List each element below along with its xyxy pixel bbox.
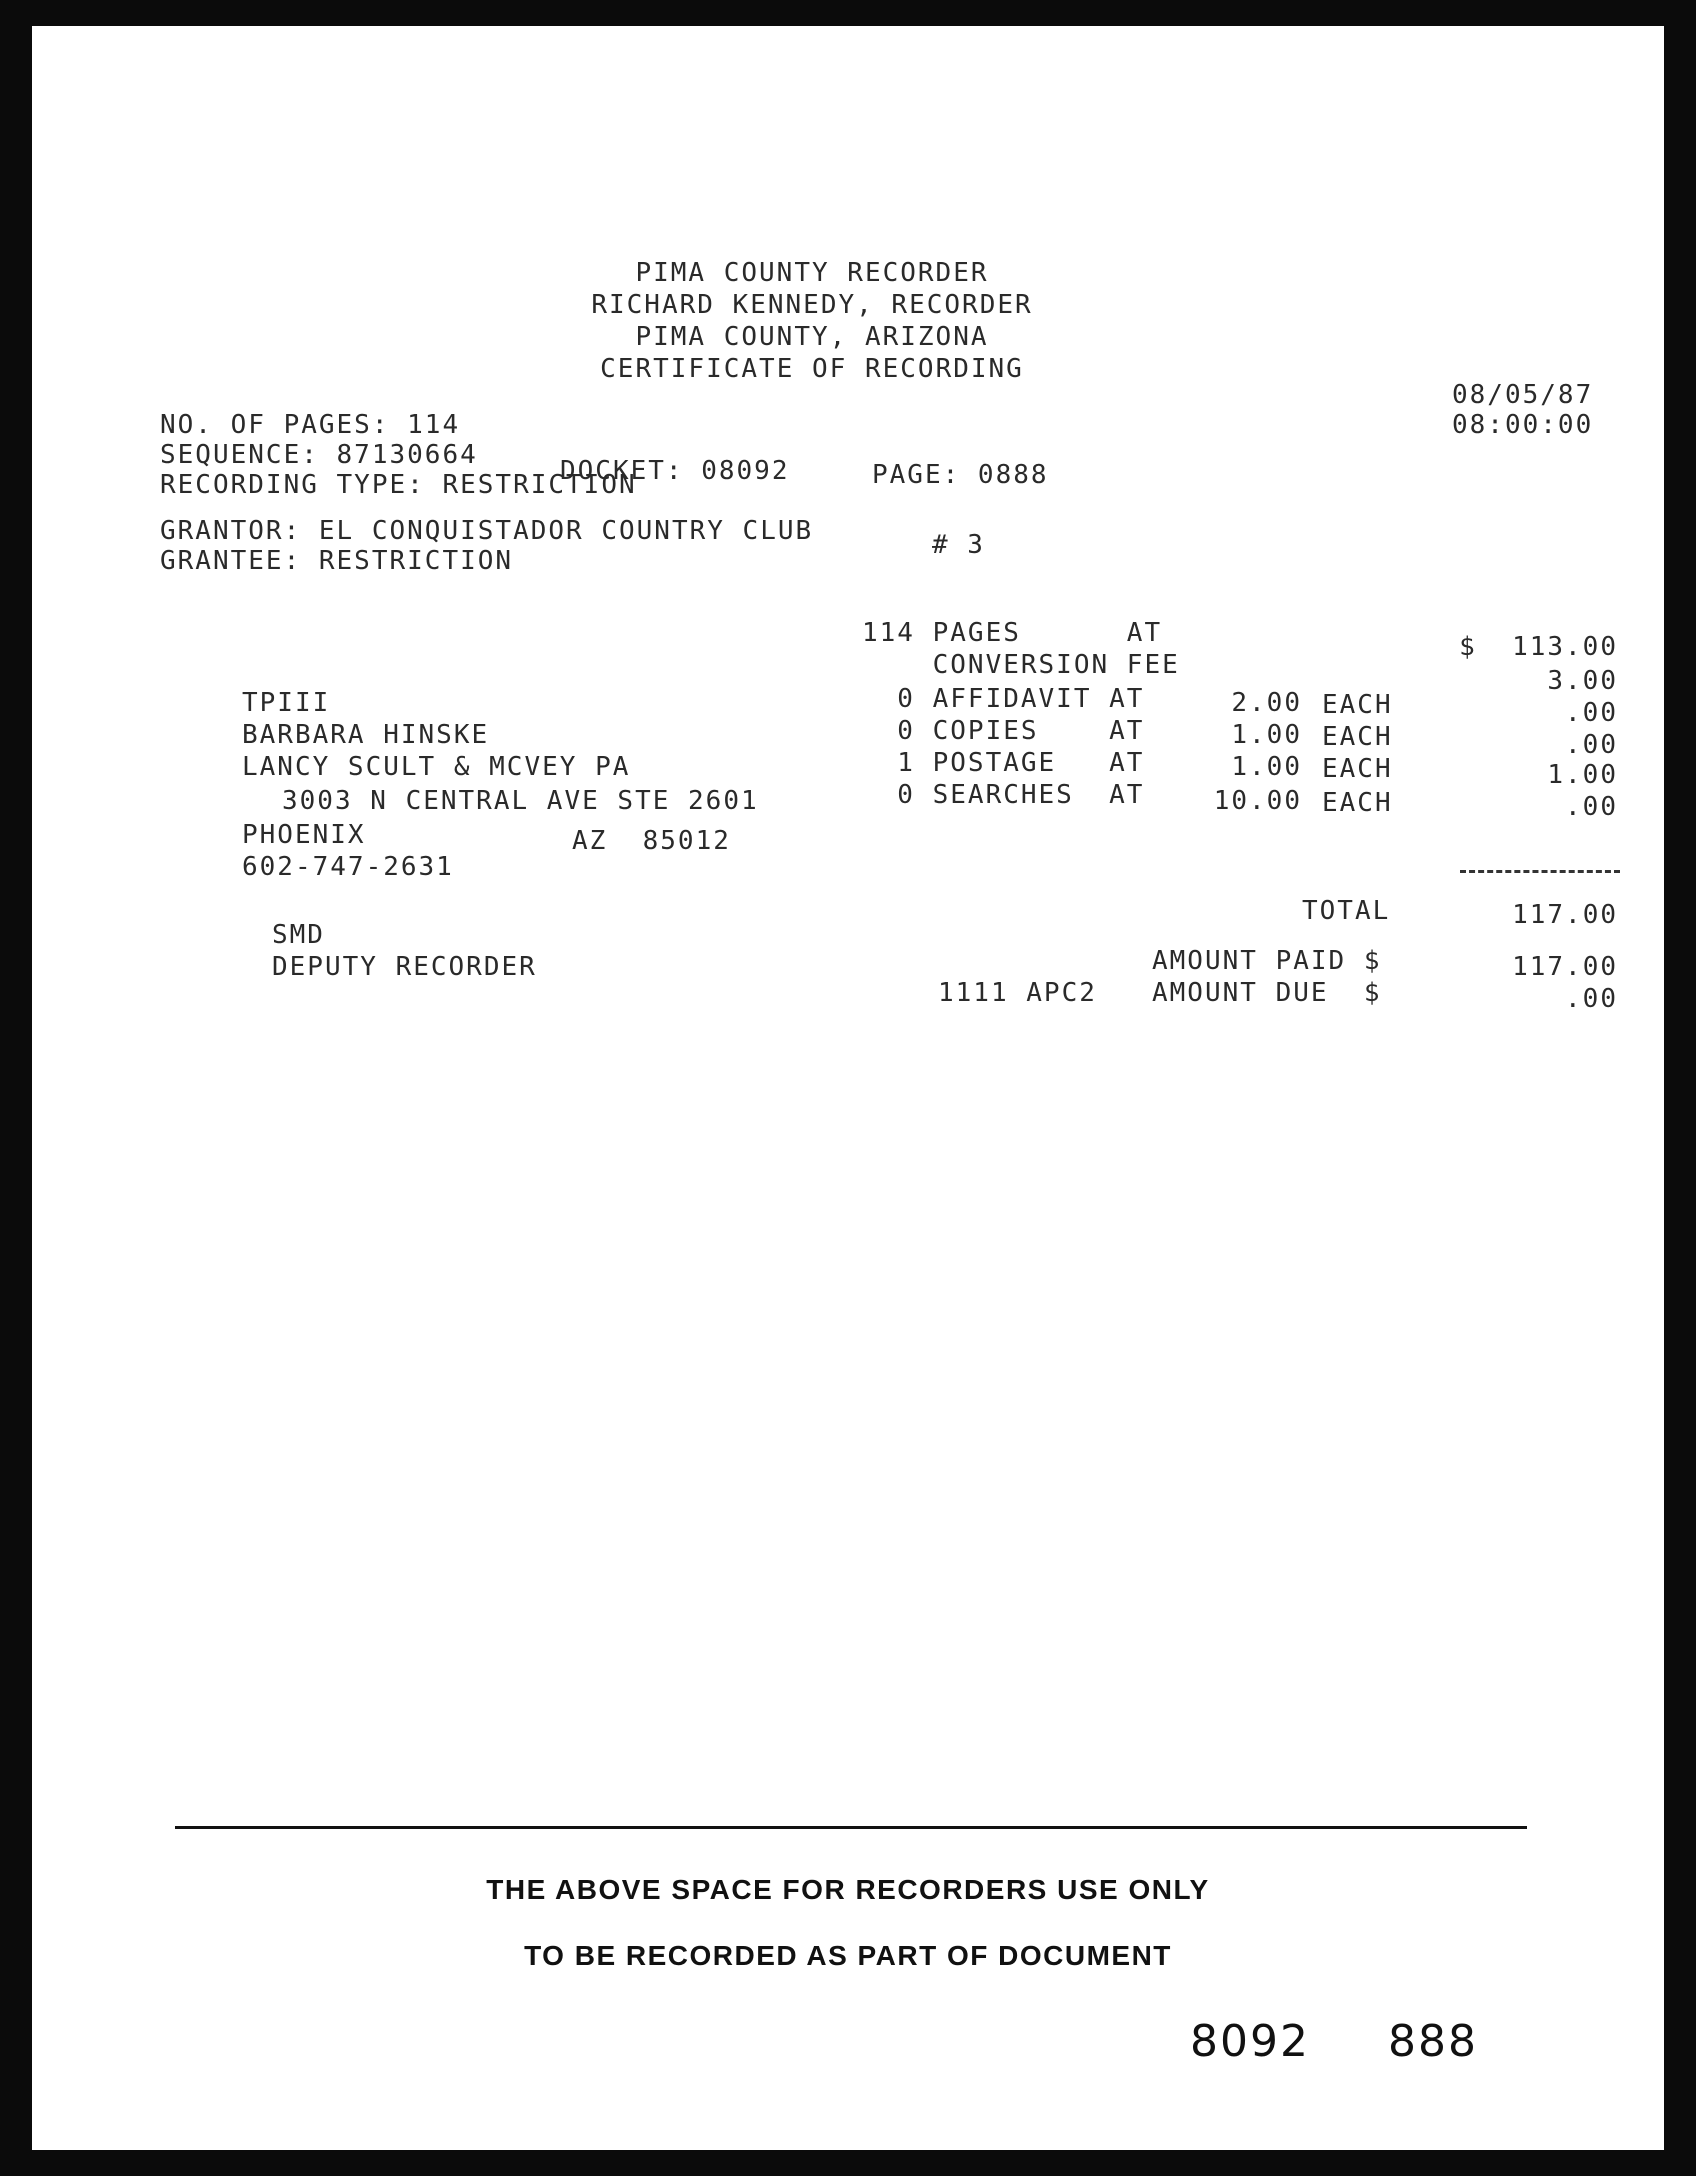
fee-each: EACH xyxy=(1322,690,1393,720)
fee-amount: .00 xyxy=(1565,730,1618,760)
footer-page-number: 888 xyxy=(1388,2016,1478,2067)
address-line-1: TPIII xyxy=(242,688,331,718)
number-of-pages: NO. OF PAGES: 114 xyxy=(160,410,461,440)
fee-label: 114 PAGES AT xyxy=(862,618,1163,648)
fee-rate: 2.00 xyxy=(1231,688,1302,718)
fee-label: 0 SEARCHES AT xyxy=(862,780,1145,810)
header-line-2: RICHARD KENNEDY, RECORDER xyxy=(591,290,1033,320)
recording-type: RECORDING TYPE: RESTRICTION xyxy=(160,470,637,500)
fee-rate: 1.00 xyxy=(1231,752,1302,782)
header-line-1: PIMA COUNTY RECORDER xyxy=(635,258,989,288)
grantee: GRANTEE: RESTRICTION xyxy=(160,546,514,576)
amount-paid: 117.00 xyxy=(1512,952,1618,982)
amount-due-label: AMOUNT DUE $ xyxy=(1152,978,1382,1008)
deputy-title: DEPUTY RECORDER xyxy=(272,952,537,982)
grantor-suffix: # 3 xyxy=(932,530,985,560)
fee-label: CONVERSION FEE xyxy=(862,650,1180,680)
page-ref: PAGE: 0888 xyxy=(872,460,1049,490)
address-state-zip: AZ 85012 xyxy=(572,826,731,856)
fee-rate: 10.00 xyxy=(1213,786,1302,816)
deputy-initials: SMD xyxy=(272,920,325,950)
recorder-space-rule xyxy=(175,1826,1527,1829)
fee-each: EACH xyxy=(1322,722,1393,752)
fee-label: 0 AFFIDAVIT AT xyxy=(862,684,1145,714)
fee-amount: 1.00 xyxy=(1547,760,1618,790)
address-line-2: BARBARA HINSKE xyxy=(242,720,490,750)
recorder-use-notice: THE ABOVE SPACE FOR RECORDERS USE ONLY xyxy=(486,1874,1210,1905)
docket: DOCKET: 08092 xyxy=(560,456,790,486)
fee-label: 1 POSTAGE AT xyxy=(862,748,1145,778)
total-label: TOTAL xyxy=(1302,896,1391,926)
fee-amount: .00 xyxy=(1565,792,1618,822)
amount-due: .00 xyxy=(1565,984,1618,1014)
fee-amount: 3.00 xyxy=(1547,666,1618,696)
address-line-3: LANCY SCULT & MCVEY PA xyxy=(242,752,631,782)
address-city: PHOENIX xyxy=(242,820,366,850)
document-page xyxy=(32,26,1664,2150)
footer-docket-number: 8092 xyxy=(1190,2016,1310,2067)
total-amount: 117.00 xyxy=(1512,900,1618,930)
header-line-4: CERTIFICATE OF RECORDING xyxy=(600,354,1024,384)
recording-notice: TO BE RECORDED AS PART OF DOCUMENT xyxy=(524,1940,1172,1971)
sequence: SEQUENCE: 87130664 xyxy=(160,440,478,470)
address-phone: 602-747-2631 xyxy=(242,852,454,882)
fee-label: 0 COPIES AT xyxy=(862,716,1145,746)
address-line-4: 3003 N CENTRAL AVE STE 2601 xyxy=(282,786,759,816)
total-divider xyxy=(1460,870,1620,873)
grantor: GRANTOR: EL CONQUISTADOR COUNTRY CLUB xyxy=(160,516,814,546)
fee-each: EACH xyxy=(1322,788,1393,818)
amount-paid-label: AMOUNT PAID $ xyxy=(1152,946,1382,976)
fee-each: EACH xyxy=(1322,754,1393,784)
fee-rate: 1.00 xyxy=(1231,720,1302,750)
receipt-code: 1111 APC2 xyxy=(938,978,1097,1008)
record-time: 08:00:00 xyxy=(1452,410,1594,440)
record-date: 08/05/87 xyxy=(1452,380,1594,410)
header-line-3: PIMA COUNTY, ARIZONA xyxy=(635,322,989,352)
fee-amount: .00 xyxy=(1565,698,1618,728)
fee-amount: $ 113.00 xyxy=(1459,632,1618,662)
